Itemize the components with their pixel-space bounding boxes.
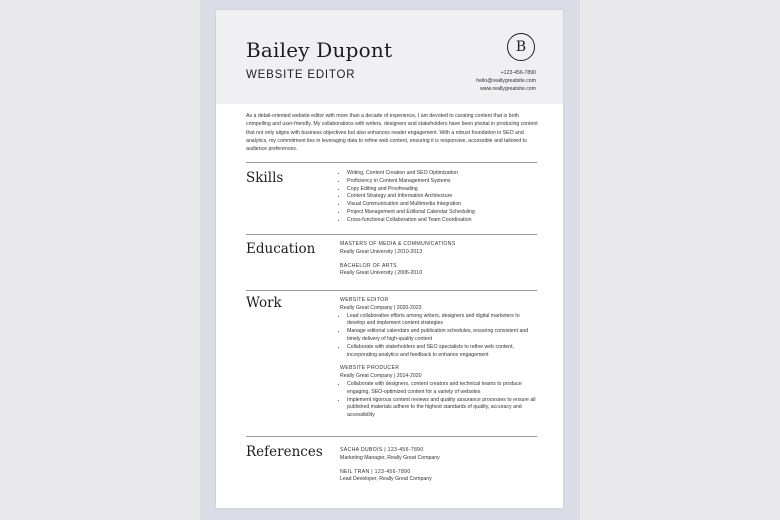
job-bullet: • Implement rigorous content reviews and quality assurance processes to ensure all published materials adhere to the highest standards of quality, accuracy and accessibility [347,397,538,420]
skills-list-block [340,170,538,225]
skill-item: • Visual Communication and Multimedia Integration [347,201,538,209]
contact-email: hello@reallygreatsite.com [476,78,536,85]
skill-item: • Writing, Content Creation and SEO Optimization [347,170,538,178]
resume-role: WEBSITE EDITOR [246,69,356,81]
reference-name: NEIL TRAN | 123-456-7890 [340,468,411,475]
education-block [340,241,538,278]
reference-name: SACHA DUBOIS | 123-456-7890 [340,447,424,453]
contact-phone: +123-456-7890 [500,70,536,76]
section-divider [246,162,537,163]
job-bullet: • Collaborate with stakeholders and SEO specialists to refine web content, incorporating analytics and feedback to enhance engagement [347,344,538,360]
section-divider [246,234,537,235]
job-bullet: • Lead collaborative efforts among writers, designers and digital marketers to develop and implement content strategies [347,313,538,329]
summary-paragraph: As a detail-oriented website editor with more than a decade of experience, I am devoted to curating content that is both compelling and user-friendly. My collaborations with writers, designers and stakeholders have been pivotal in producing content that not only aligns with business objectives but also enhances reader engagement. With a robust foundation in SEO and analytics, my commitment lies in leveraging data to refine web content, ensuring it is responsive, accessible and tailored to audience preferences. [246,113,538,153]
education-detail: Really Great University | 2010-2013 [340,248,423,255]
job-bullet: • Manage editorial calendars and publication schedules, ensuring consistent and timely delivery of high-quality content [347,328,538,344]
education-title: Education [246,241,316,257]
skills-title: Skills [246,170,284,186]
job-detail: Really Great Company | 2014-2020 [340,373,422,380]
resume-name: Bailey Dupont [246,38,393,62]
education-degree: MASTERS OF MEDIA & COMMUNICATIONS [340,241,456,247]
work-title: Work [246,295,282,311]
references-title: References [246,444,323,460]
job-bullet: • Collaborate with designers, content creators and technical teams to produce engaging, SEO-optimized content for a variety of websites [347,381,538,397]
job-position: WEBSITE PRODUCER [340,365,400,372]
contact-website: www.reallygreatsite.com [480,86,536,93]
skill-item: • Content Strategy and Information Architecture [347,193,538,201]
contact-block [476,69,536,94]
education-detail: Really Great University | 2006-2010 [340,270,423,277]
skill-item: • Cross-functional Collaboration and Team Coordination [347,217,538,225]
education-degree: BACHELOR OF ARTS [340,262,397,269]
reference-detail: Lead Developer, Really Great Company [340,476,432,483]
skill-item: • Copy Editing and Proofreading [347,186,538,194]
section-divider [246,436,537,437]
work-block [340,297,538,420]
references-block [340,447,538,484]
section-divider [246,290,537,291]
skill-item: • Proficiency in Content Management Systems [347,178,538,186]
resume-page [216,10,563,508]
monogram-badge: B [507,33,535,61]
reference-detail: Marketing Manager, Really Great Company [340,454,440,461]
skill-item: • Project Management and Editorial Calendar Scheduling [347,209,538,217]
job-detail: Really Great Company | 2020-2023 [340,304,422,311]
job-position: WEBSITE EDITOR [340,297,389,303]
